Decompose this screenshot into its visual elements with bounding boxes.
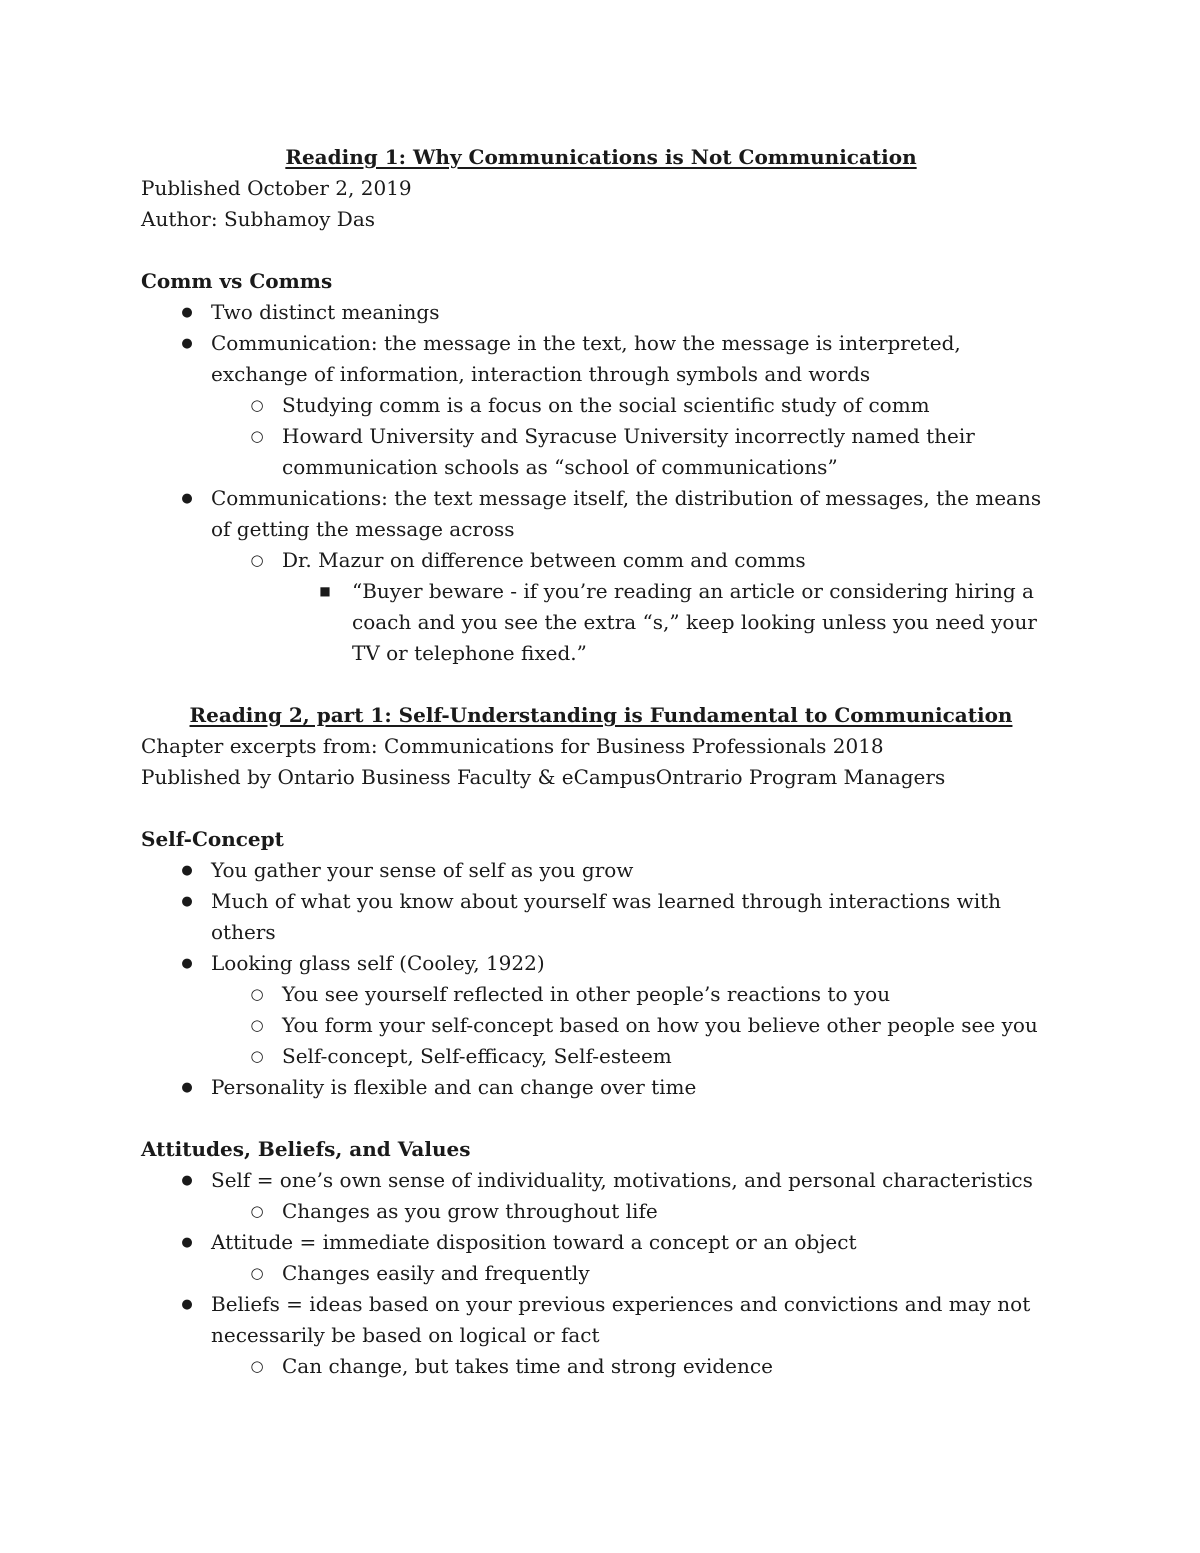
list-item: ● Looking glass self (Cooley, 1922) (141, 948, 1061, 979)
self-concept-list (141, 855, 1061, 1103)
comm-vs-comms-list (141, 297, 1061, 669)
list-item: ○ Dr. Mazur on difference between comm and comms (141, 545, 1061, 576)
bullet-circle-icon: ○ (250, 1357, 264, 1375)
list-item: ○ Howard University and Syracuse University incorrectly named their communication schools as “school of communications” (141, 421, 1061, 483)
list-item: ● Communications: the text message itself, the distribution of messages, the means of getting the message across (141, 483, 1061, 545)
section-heading-self-concept: Self-Concept (141, 827, 284, 851)
bullet-disc-icon: ● (181, 305, 193, 320)
reading1-title: Reading 1: Why Communications is Not Communication (285, 145, 917, 169)
list-item: ● Beliefs = ideas based on your previous experiences and convictions and may not necessarily be based on logical or fact (141, 1289, 1061, 1351)
list-item: ○ Changes easily and frequently (141, 1258, 1061, 1289)
list-item: ○ Changes as you grow throughout life (141, 1196, 1061, 1227)
list-item: ● You gather your sense of self as you grow (141, 855, 1061, 886)
list-item: ○ Studying comm is a focus on the social scientific study of comm (141, 390, 1061, 421)
reading1-author: Author: Subhamoy Das (141, 207, 376, 231)
spacer (141, 669, 1061, 700)
attitudes-list (141, 1165, 1061, 1382)
bullet-circle-icon: ○ (250, 1264, 264, 1282)
list-item: ○ Self-concept, Self-efficacy, Self-esteem (141, 1041, 1061, 1072)
list-item: ■ “Buyer beware - if you’re reading an article or considering hiring a coach and you see the extra “s,” keep looking unless you need your TV or telephone fixed.” (141, 576, 1061, 669)
list-item: ● Communication: the message in the text, how the message is interpreted, exchange of information, interaction through symbols and words (141, 328, 1061, 390)
bullet-disc-icon: ● (181, 491, 193, 506)
bullet-circle-icon: ○ (250, 427, 264, 445)
bullet-circle-icon: ○ (250, 1202, 264, 1220)
list-item: ● Attitude = immediate disposition toward a concept or an object (141, 1227, 1061, 1258)
spacer (141, 793, 1061, 824)
section-heading-comm-vs-comms: Comm vs Comms (141, 269, 333, 293)
bullet-circle-icon: ○ (250, 1047, 264, 1065)
reading2-title: Reading 2, part 1: Self-Understanding is Fundamental to Communication (189, 703, 1013, 727)
bullet-square-icon: ■ (319, 584, 331, 598)
list-item: ● Self = one’s own sense of individuality, motivations, and personal characteristics (141, 1165, 1061, 1196)
bullet-circle-icon: ○ (250, 396, 264, 414)
bullet-circle-icon: ○ (250, 551, 264, 569)
section-heading-attitudes: Attitudes, Beliefs, and Values (141, 1137, 471, 1161)
bullet-disc-icon: ● (181, 956, 193, 971)
bullet-disc-icon: ● (181, 1297, 193, 1312)
list-item: ● Two distinct meanings (141, 297, 1061, 328)
spacer (141, 235, 1061, 266)
reading1-published: Published October 2, 2019 (141, 176, 412, 200)
list-item: ○ Can change, but takes time and strong evidence (141, 1351, 1061, 1382)
list-item: ○ You see yourself reflected in other people’s reactions to you (141, 979, 1061, 1010)
bullet-circle-icon: ○ (250, 985, 264, 1003)
bullet-disc-icon: ● (181, 336, 193, 351)
bullet-disc-icon: ● (181, 1173, 193, 1188)
spacer (141, 1103, 1061, 1134)
bullet-disc-icon: ● (181, 1235, 193, 1250)
bullet-circle-icon: ○ (250, 1016, 264, 1034)
reading2-publisher: Published by Ontario Business Faculty & eCampusOntrario Program Managers (141, 765, 946, 789)
document-page (141, 142, 1061, 1382)
list-item: ○ You form your self-concept based on how you believe other people see you (141, 1010, 1061, 1041)
list-item: ● Personality is flexible and can change over time (141, 1072, 1061, 1103)
bullet-disc-icon: ● (181, 863, 193, 878)
list-item: ● Much of what you know about yourself was learned through interactions with others (141, 886, 1061, 948)
reading2-excerpt: Chapter excerpts from: Communications for Business Professionals 2018 (141, 734, 884, 758)
bullet-disc-icon: ● (181, 1080, 193, 1095)
bullet-disc-icon: ● (181, 894, 193, 909)
